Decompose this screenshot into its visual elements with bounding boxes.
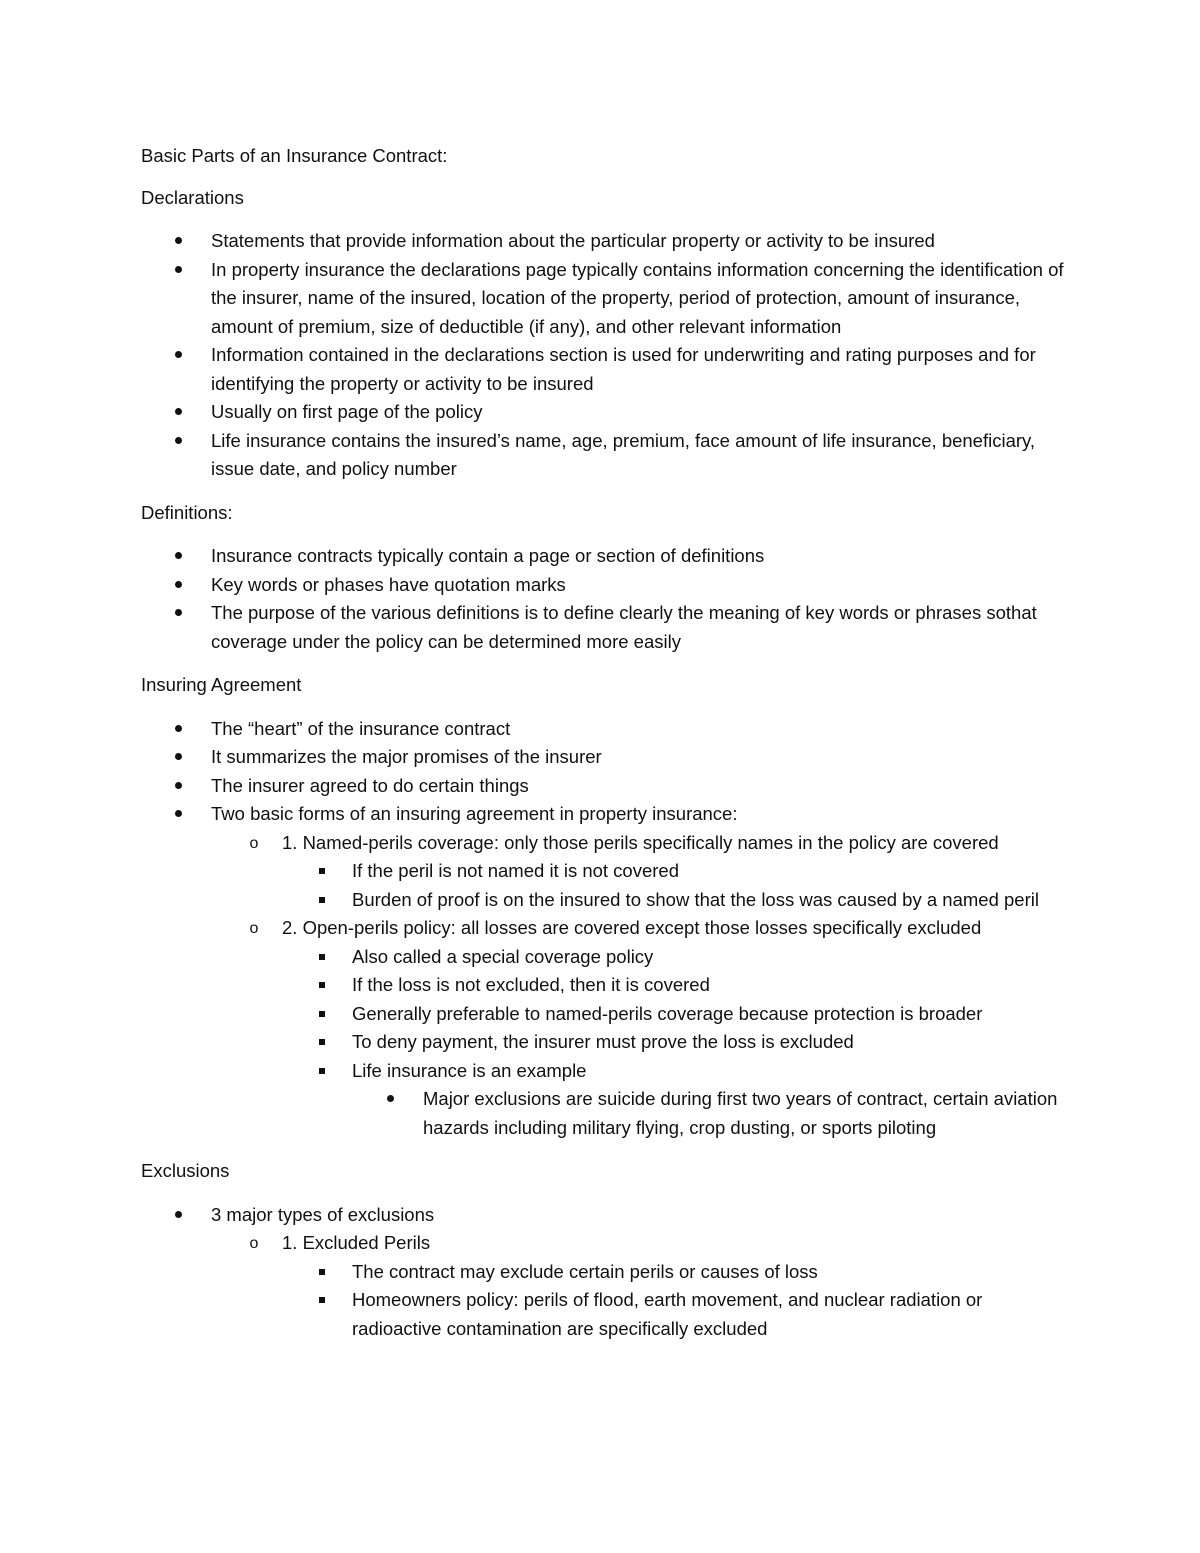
list-item	[141, 427, 1071, 484]
list-item-text: Usually on first page of the policy	[211, 401, 483, 422]
list-item	[141, 1258, 1071, 1287]
list-item	[141, 1201, 1071, 1230]
list-item-text: If the loss is not excluded, then it is covered	[352, 974, 710, 995]
insuring-agreement-list	[141, 715, 1071, 1143]
list-item	[141, 542, 1071, 571]
section-heading-definitions: Definitions:	[141, 501, 233, 523]
list-item-text: Life insurance contains the insured’s name, age, premium, face amount of life insurance, beneficiary, issue date, and policy number	[211, 429, 1036, 479]
list-item	[141, 1286, 1071, 1343]
list-item-text: 1. Named-perils coverage: only those perils specifically names in the policy are covered	[282, 831, 999, 853]
list-item-text: It summarizes the major promises of the insurer	[211, 746, 602, 767]
list-item-text: Major exclusions are suicide during first two years of contract, certain aviation hazards including military flying, crop dusting, or sports piloting	[423, 1088, 1058, 1138]
list-item	[141, 1028, 1071, 1057]
list-item	[141, 1085, 1071, 1142]
list-item	[141, 1229, 1071, 1258]
list-item	[141, 1057, 1071, 1086]
bullet-circle-icon: o	[249, 1235, 259, 1252]
list-item	[141, 943, 1071, 972]
list-item	[141, 1000, 1071, 1029]
section-heading-declarations: Declarations	[141, 186, 244, 208]
section-heading-insuring-agreement: Insuring Agreement	[141, 674, 302, 695]
list-item-text: The “heart” of the insurance contract	[211, 717, 511, 739]
list-item-text: Also called a special coverage policy	[352, 945, 654, 967]
declarations-list	[141, 227, 1071, 484]
list-item-text: Life insurance is an example	[352, 1059, 587, 1081]
list-item	[141, 829, 1071, 858]
list-item	[141, 571, 1071, 600]
list-item	[141, 800, 1071, 829]
list-item-text: Insurance contracts typically contain a page or section of definitions	[211, 545, 765, 566]
document-body	[141, 142, 1071, 1358]
list-item	[141, 341, 1071, 398]
list-item-text: The purpose of the various definitions is to define clearly the meaning of key words or phrases sothat coverage under the policy can be determined more easily	[211, 602, 1037, 652]
section-heading-exclusions: Exclusions	[141, 1160, 230, 1181]
list-item	[141, 599, 1071, 656]
list-item-text: Key words or phases have quotation marks	[211, 573, 566, 595]
list-item	[141, 256, 1071, 342]
bullet-circle-icon: o	[249, 834, 259, 852]
page-title: Basic Parts of an Insurance Contract:	[141, 145, 448, 166]
list-item-text: 2. Open-perils policy: all losses are covered except those losses specifically excluded	[282, 917, 982, 938]
list-item-text: Burden of proof is on the insured to show that the loss was caused by a named peril	[352, 888, 1039, 910]
list-item	[141, 715, 1071, 744]
list-item-text: Generally preferable to named-perils coverage because protection is broader	[352, 1002, 983, 1024]
list-item-text: In property insurance the declarations page typically contains information concerning the identification of the insurer, name of the insured, location of the property, period of protection, amount of insurance, amount of premium, size of deductible (if any), and other relevant information	[211, 258, 1064, 337]
list-item	[141, 227, 1071, 256]
list-item	[141, 886, 1071, 915]
definitions-list	[141, 542, 1071, 656]
list-item-text: Two basic forms of an insuring agreement in property insurance:	[211, 803, 738, 824]
list-item-text: The insurer agreed to do certain things	[211, 774, 529, 796]
list-item-text: 3 major types of exclusions	[211, 1203, 435, 1225]
list-item	[141, 772, 1071, 801]
list-item-text: The contract may exclude certain perils or causes of loss	[352, 1260, 818, 1282]
list-item-text: To deny payment, the insurer must prove the loss is excluded	[352, 1031, 854, 1052]
list-item	[141, 971, 1071, 1000]
list-item	[141, 914, 1071, 943]
list-item-text: Information contained in the declarations section is used for underwriting and rating purposes and for identifying the property or activity to be insured	[211, 344, 1036, 394]
list-item-text: 1. Excluded Perils	[282, 1232, 431, 1253]
list-item	[141, 398, 1071, 427]
list-item	[141, 743, 1071, 772]
list-item-text: If the peril is not named it is not covered	[352, 860, 680, 881]
list-item-text: Statements that provide information about the particular property or activity to be insured	[211, 230, 935, 251]
list-item-text: Homeowners policy: perils of flood, earth movement, and nuclear radiation or radioactive contamination are specifically excluded	[352, 1289, 983, 1339]
bullet-circle-icon: o	[249, 920, 259, 937]
list-item	[141, 857, 1071, 886]
exclusions-list	[141, 1201, 1071, 1344]
